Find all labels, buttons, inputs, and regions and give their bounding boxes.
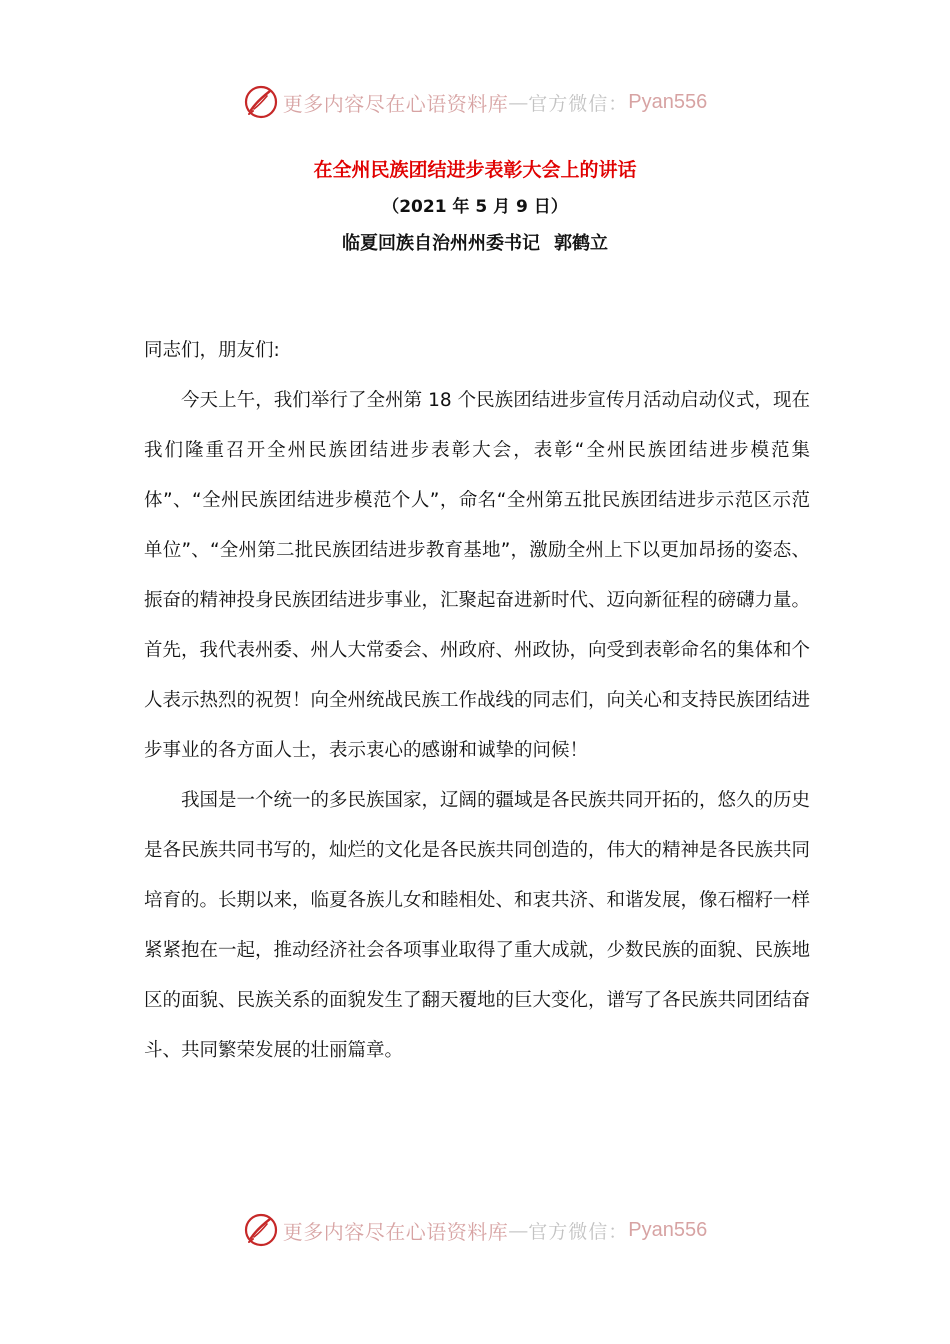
document-author (0, 230, 950, 258)
document-title: 在全州民族团结进步表彰大会上的讲话 (313, 159, 637, 181)
document-date: （2021 年 5 月 9 日） (382, 197, 568, 217)
banner-text: 更多内容尽在心语资料库 (282, 1219, 509, 1244)
author-name: 郭鹤立 (554, 233, 608, 254)
banner-wechat-id: Pyan556 (628, 90, 708, 113)
banner-separator: — (508, 90, 529, 114)
banner-wechat-label: 官方微信： (528, 1220, 629, 1243)
header-watermark-banner (0, 82, 950, 122)
banner-text: 更多内容尽在心语资料库 (282, 91, 509, 116)
document-body (144, 326, 810, 1076)
banner-wechat-label: 官方微信： (528, 92, 629, 115)
paragraph: 今天上午，我们举行了全州第 18 个民族团结进步宣传月活动启动仪式，现在我们隆重召开全州民族团结进步表彰大会，表彰“全州民族团结进步模范集体”、“全州民族团结进步模范个人”，命名“全州第五批民族团结进步示范区示范单位”、“全州第二批民族团结进步教育基地”，激励全州上下以更加昂扬的姿态、振奋的精神投身民族团结进步事业，汇聚起奋进新时代、迈向新征程的磅礴力量。首先，我代表州委、州人大常委会、州政府、州政协，向受到表彰命名的集体和个人表示热烈的祝贺！向全州统战民族工作战线的同志们，向关心和支持民族团结进步事业的各方面人士，表示衷心的感谢和诚挚的问候！ (144, 390, 811, 761)
greeting: 同志们，朋友们: (144, 340, 280, 361)
banner-wechat-id: Pyan556 (628, 1218, 708, 1241)
banner-separator: — (508, 1218, 529, 1242)
author-title: 临夏回族自治州州委书记 (342, 233, 540, 254)
pen-circle-logo-icon (243, 84, 279, 120)
pen-circle-logo-icon (243, 1212, 279, 1248)
paragraph: 我国是一个统一的多民族国家，辽阔的疆域是各民族共同开拓的，悠久的历史是各民族共同书写的，灿烂的文化是各民族共同创造的，伟大的精神是各民族共同培育的。长期以来，临夏各族儿女和睦相处、和衷共济、和谐发展，像石榴籽一样紧紧抱在一起，推动经济社会各项事业取得了重大成就，少数民族的面貌、民族地区的面貌、民族关系的面貌发生了翻天覆地的巨大变化，谱写了各民族共同团结奋斗、共同繁荣发展的壮丽篇章。 (144, 790, 811, 1061)
footer-watermark-banner (0, 1210, 950, 1250)
